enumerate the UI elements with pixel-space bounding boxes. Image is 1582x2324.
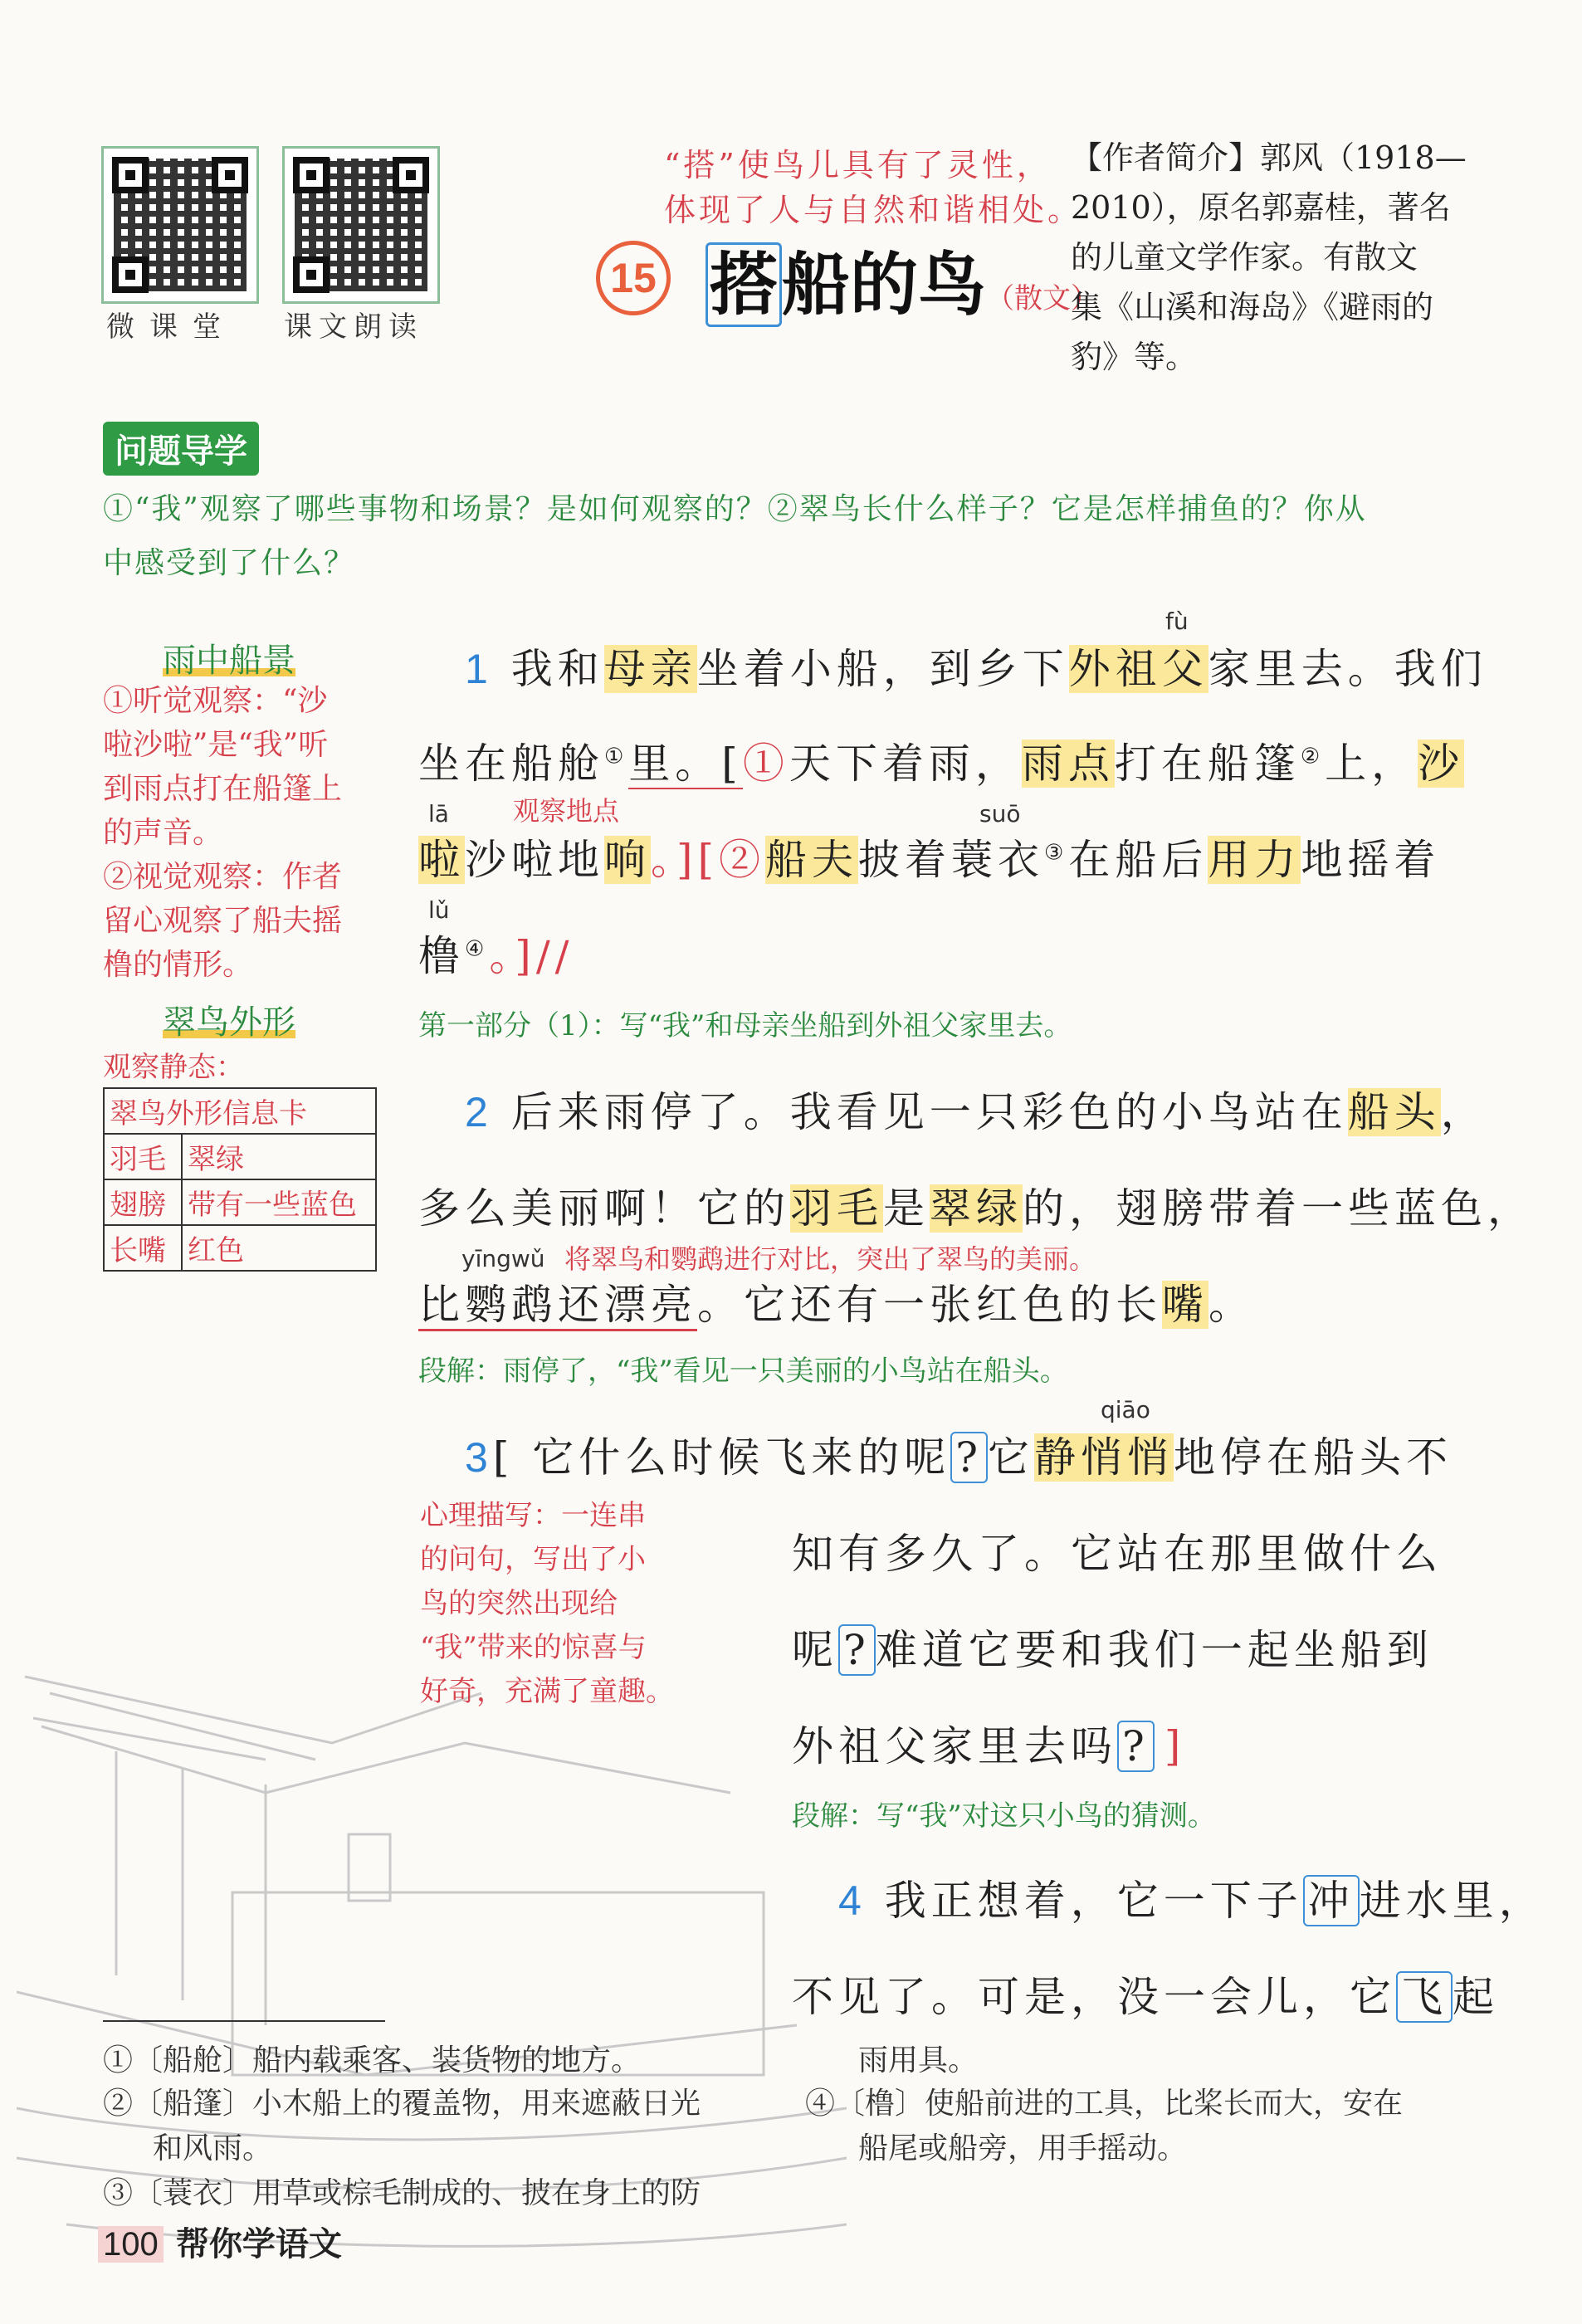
pinyin-lu: lǔ bbox=[428, 896, 450, 924]
pinyin-suo: suō bbox=[979, 800, 1021, 828]
para1-line4 bbox=[418, 923, 574, 983]
text-span: 披着蓑衣 bbox=[858, 836, 1045, 884]
para1-segment-note: 第一部分（1）：写“我”和母亲坐船到外祖父家里去。 bbox=[418, 1009, 1072, 1042]
para3-line2: 知有多久了。它站在那里做什么 bbox=[792, 1530, 1443, 1578]
para2-line3 bbox=[418, 1272, 1255, 1331]
scene-note-line: ①听觉观察：“沙 bbox=[103, 684, 328, 718]
title-genre: （散文） bbox=[986, 282, 1100, 315]
footnote-ref: ④ bbox=[465, 936, 490, 962]
text-span: 我和 bbox=[510, 645, 604, 693]
scene-note-line: 到雨点打在船篷上 bbox=[103, 772, 343, 806]
boxed-fei: 飞 bbox=[1396, 1971, 1453, 2023]
question-mark-box: ? bbox=[838, 1624, 876, 1676]
para3-line4 bbox=[792, 1713, 1185, 1773]
sentence-marker: 。][ bbox=[651, 836, 720, 884]
side-note-line: “我”带来的惊喜与 bbox=[420, 1631, 647, 1664]
section-divider: 。]// bbox=[489, 932, 574, 980]
highlight-sha: 沙 bbox=[1418, 740, 1465, 788]
micro-class-label: 微课堂 bbox=[106, 310, 236, 344]
highlight-feather: 羽毛 bbox=[790, 1184, 883, 1233]
side-note-line: 的问句，写出了小 bbox=[420, 1543, 646, 1576]
pinyin-fu: fù bbox=[1165, 608, 1189, 635]
table-row bbox=[104, 1134, 376, 1179]
side-note-line: 心理描写：一连串 bbox=[420, 1499, 646, 1532]
para2-line1 bbox=[465, 1079, 1487, 1139]
text-span: 。 bbox=[1208, 1281, 1255, 1329]
guide-line1: ①“我”观察了哪些事物和场景？是如何观察的？②翠鸟长什么样子？它是怎样捕鱼的？你从 bbox=[103, 492, 1367, 526]
card-value: 带有一些蓝色 bbox=[182, 1179, 376, 1225]
para4-number: 4 bbox=[838, 1877, 867, 1924]
text-span: 。它还有一张红色的长 bbox=[697, 1281, 1162, 1329]
footnote-1: ①〔船舱〕船内载乘客、装货物的地方。 bbox=[103, 2043, 642, 2077]
theme-note-line1: “搭”使鸟儿具有了灵性， bbox=[664, 147, 1052, 183]
text-span: [ 它什么时候飞来的呢 bbox=[492, 1433, 951, 1482]
static-observe-label: 观察静态： bbox=[103, 1051, 244, 1084]
question-mark-box: ? bbox=[1117, 1721, 1155, 1772]
card-value: 翠绿 bbox=[182, 1134, 376, 1179]
card-key: 羽毛 bbox=[104, 1134, 182, 1179]
para2-number: 2 bbox=[465, 1089, 493, 1135]
text-span: 橹 bbox=[418, 932, 465, 980]
para1-number: 1 bbox=[465, 646, 493, 692]
author-intro-line3: 的儿童文学作家。有散文 bbox=[1071, 239, 1418, 276]
guide-badge: 问题导学 bbox=[103, 422, 259, 476]
footnote-3b: 雨用具。 bbox=[858, 2043, 979, 2077]
para1-line3 bbox=[418, 827, 1440, 886]
highlight-raindrops: 雨点 bbox=[1021, 740, 1115, 788]
text-span: 起 bbox=[1453, 1973, 1499, 2021]
page-number: 100 bbox=[98, 2226, 164, 2263]
side-note-line: 好奇，充满了童趣。 bbox=[420, 1675, 674, 1708]
table-row bbox=[104, 1225, 376, 1271]
text-span: 外祖父家里去吗 bbox=[792, 1722, 1117, 1770]
sentence-marker: ] bbox=[1164, 1722, 1186, 1770]
text-span: 的，翅膀带着一些蓝色， bbox=[1023, 1184, 1534, 1233]
text-reading-label: 课文朗读 bbox=[284, 310, 423, 344]
text-span: 沙啦地 bbox=[465, 836, 604, 884]
scene-note-line: 啦沙啦”是“我”听 bbox=[103, 728, 329, 762]
highlight-green: 翠绿 bbox=[930, 1184, 1023, 1233]
bird-title: 翠鸟外形 bbox=[163, 1003, 295, 1042]
guide-line2: 中感受到了什么？ bbox=[103, 546, 356, 580]
scene-notes bbox=[103, 679, 385, 987]
boxed-chong: 冲 bbox=[1303, 1875, 1360, 1926]
footnote-ref: ③ bbox=[1044, 840, 1069, 866]
para1-line2 bbox=[418, 730, 1464, 790]
lesson-title bbox=[706, 231, 1099, 328]
para1-line1 bbox=[465, 636, 1487, 696]
highlight-quietly: 静悄悄 bbox=[1034, 1433, 1174, 1482]
scene-note-line: 留心观察了船夫摇 bbox=[103, 904, 343, 938]
highlight-mother: 母亲 bbox=[603, 645, 697, 693]
text-span: 家里去。我们 bbox=[1208, 645, 1487, 693]
book-title: 帮你学语文 bbox=[175, 2225, 342, 2263]
footnote-divider bbox=[103, 2020, 385, 2022]
para3-line3 bbox=[792, 1617, 1433, 1677]
pinyin-qiao: qiāo bbox=[1101, 1396, 1150, 1423]
author-intro-line4: 集《山溪和海岛》《避雨的 bbox=[1071, 289, 1434, 325]
para4-line1 bbox=[838, 1868, 1545, 1927]
para3-side-note bbox=[420, 1494, 702, 1714]
highlight-yongli: 用力 bbox=[1208, 836, 1301, 884]
scene-title: 雨中船景 bbox=[163, 642, 295, 680]
author-intro bbox=[1071, 133, 1467, 382]
highlight-xiang: 响 bbox=[604, 836, 651, 884]
para2-segment-note: 段解：雨停了，“我”看见一只美丽的小鸟站在船头。 bbox=[418, 1355, 1068, 1388]
text-span: 后来雨停了。我看见一只彩色的小鸟站在 bbox=[510, 1088, 1348, 1136]
scene-note-line: 的声音。 bbox=[103, 816, 223, 850]
sentence-marker: ① bbox=[742, 740, 789, 788]
text-span: 坐在船舱 bbox=[418, 740, 604, 788]
text-span: 天下着雨， bbox=[789, 740, 1022, 788]
text-span: 多么美丽啊！它的 bbox=[418, 1184, 790, 1233]
author-intro-line5: 豹》等。 bbox=[1071, 339, 1198, 375]
highlight-boatman: 船夫 bbox=[765, 836, 859, 884]
bird-info-card bbox=[103, 1087, 377, 1272]
card-header: 翠鸟外形信息卡 bbox=[104, 1088, 376, 1134]
author-intro-line1: 【作者简介】郭风（1918— bbox=[1071, 139, 1467, 176]
side-note-line: 鸟的突然出现给 bbox=[420, 1587, 618, 1620]
footnote-4b: 船尾或船旁，用手摇动。 bbox=[858, 2131, 1188, 2165]
text-span: 是 bbox=[883, 1184, 930, 1233]
text-span: 我正想着，它一下子 bbox=[884, 1877, 1303, 1925]
author-intro-line2: 2010），原名郭嘉桂，著名 bbox=[1071, 189, 1451, 226]
title-rest: 船的鸟 bbox=[782, 245, 987, 325]
para3-line1 bbox=[465, 1424, 1453, 1484]
card-value: 红色 bbox=[182, 1225, 376, 1271]
highlight-bow: 船头 bbox=[1347, 1088, 1441, 1136]
highlight-la: 啦 bbox=[418, 836, 465, 884]
text-span: 在船后 bbox=[1068, 836, 1208, 884]
para2-line2 bbox=[418, 1175, 1534, 1235]
scene-note-line: 橹的情形。 bbox=[103, 948, 253, 982]
compare-note: 将翠鸟和鹦鹉进行对比，突出了翠鸟的美丽。 bbox=[564, 1243, 1096, 1275]
observe-place-note: 观察地点 bbox=[513, 795, 620, 827]
footnote-2a: ②〔船篷〕小木船上的覆盖物，用来遮蔽日光 bbox=[103, 2087, 701, 2121]
text-span: 比鹦鹉还漂亮 bbox=[418, 1281, 697, 1331]
footnote-2b: 和风雨。 bbox=[153, 2131, 273, 2165]
text-span: 呢 bbox=[792, 1626, 838, 1674]
text-span: 地停在船头不 bbox=[1174, 1433, 1453, 1482]
highlight-beak: 嘴 bbox=[1162, 1281, 1208, 1329]
footnote-3: ③〔蓑衣〕用草或棕毛制成的、披在身上的防 bbox=[103, 2176, 701, 2210]
footnote-4a: ④〔橹〕使船前进的工具，比桨长而大，安在 bbox=[805, 2087, 1404, 2121]
text-span: 上， bbox=[1325, 740, 1418, 788]
page-footer bbox=[98, 2218, 342, 2265]
para4-line2 bbox=[792, 1964, 1499, 2024]
question-mark-box: ? bbox=[950, 1432, 988, 1483]
scene-note-line: ②视觉观察：作者 bbox=[103, 860, 343, 894]
table-row bbox=[104, 1179, 376, 1225]
lesson-number-badge bbox=[596, 241, 671, 315]
text-span: 地摇着 bbox=[1301, 836, 1441, 884]
text-span: 打在船篷 bbox=[1114, 740, 1301, 788]
lesson-number: 15 bbox=[610, 255, 657, 301]
text-span: 坐着小船，到乡下 bbox=[696, 645, 1069, 693]
micro-class-qr-code[interactable] bbox=[101, 146, 259, 304]
footnote-ref: ① bbox=[604, 744, 629, 769]
pinyin-yingwu: yīngwǔ bbox=[461, 1245, 545, 1272]
text-span: 进水里， bbox=[1359, 1877, 1545, 1925]
text-reading-qr-code[interactable] bbox=[282, 146, 440, 304]
highlight-grandfather: 外祖父 bbox=[1068, 645, 1208, 693]
theme-note-line2: 体现了人与自然和谐相处。 bbox=[664, 192, 1083, 228]
text-span: 里。[ bbox=[628, 740, 743, 788]
text-span: 它 bbox=[988, 1433, 1035, 1482]
para3-segment-note: 段解：写“我”对这只小鸟的猜测。 bbox=[792, 1799, 1216, 1833]
pinyin-la: lā bbox=[428, 800, 449, 828]
card-key: 翅膀 bbox=[104, 1179, 182, 1225]
footnote-ref: ② bbox=[1300, 744, 1326, 769]
title-first-char: 搭 bbox=[706, 242, 782, 327]
text-span: ， bbox=[1440, 1088, 1487, 1136]
para3-number: 3 bbox=[465, 1434, 493, 1481]
card-key: 长嘴 bbox=[104, 1225, 182, 1271]
text-span: 难道它要和我们一起坐船到 bbox=[875, 1626, 1433, 1674]
sentence-marker: ② bbox=[719, 836, 766, 884]
text-span: 不见了。可是，没一会儿，它 bbox=[792, 1973, 1396, 2021]
